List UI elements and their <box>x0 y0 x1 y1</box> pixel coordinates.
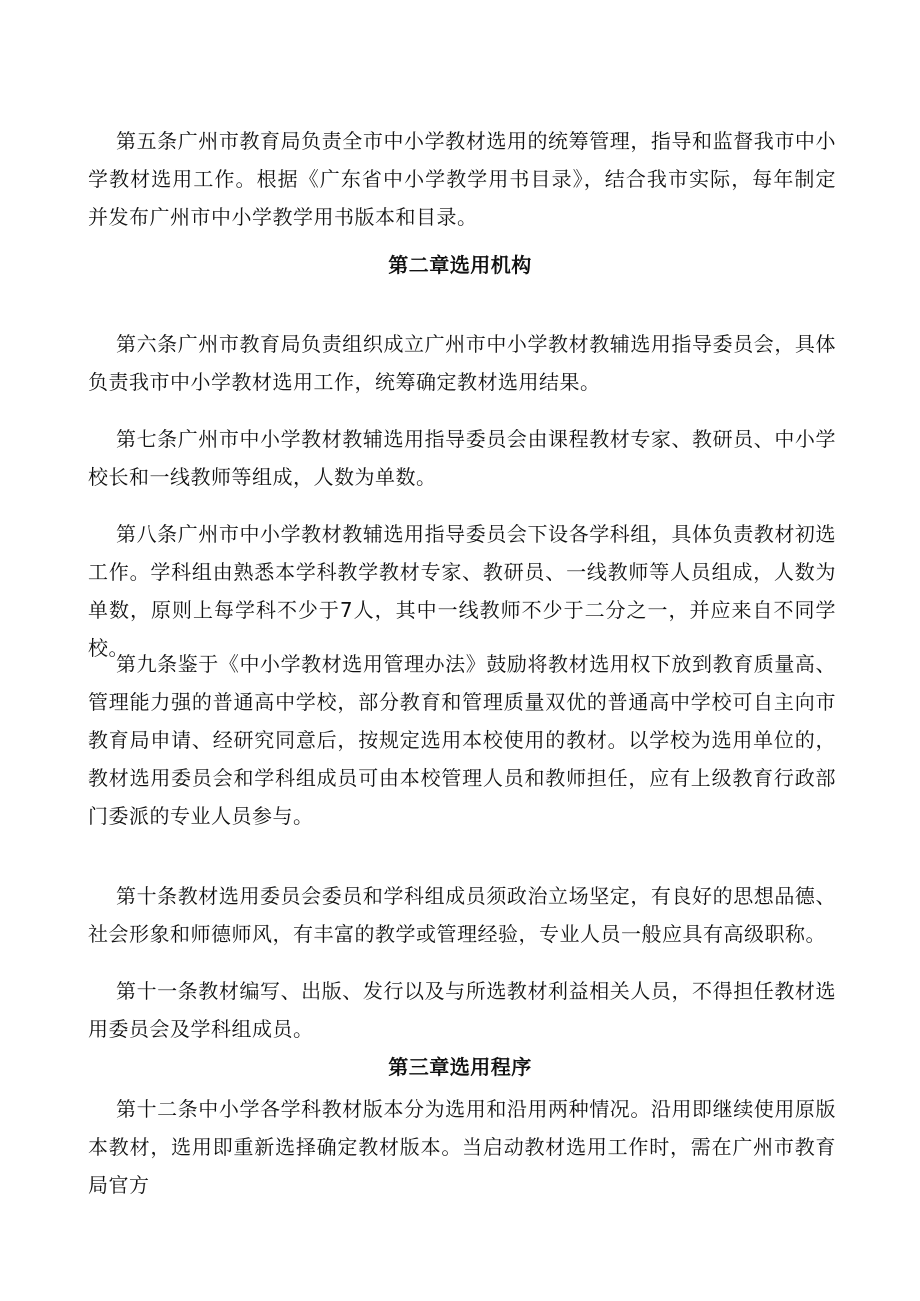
article-7-paragraph: 第七条广州市中小学教材教辅选用指导委员会由课程教材专家、教研员、中小学校长和一线教师等组成，人数为单数。 <box>88 427 836 489</box>
article-10-paragraph: 第十条教材选用委员会委员和学科组成员须政治立场坚定，有良好的思想品德、社会形象和师德师风，有丰富的教学或管理经验，专业人员一般应具有高级职称。 <box>88 884 836 946</box>
article-6-paragraph: 第六条广州市教育局负责组织成立广州市中小学教材教辅选用指导委员会，具体负责我市中小学教材选用工作，统筹确定教材选用结果。 <box>88 332 836 394</box>
article-11-paragraph: 第十一条教材编写、出版、发行以及与所选教材利益相关人员，不得担任教材选用委员会及学科组成员。 <box>88 979 836 1041</box>
article-8-paragraph: 第八条广州市中小学教材教辅选用指导委员会下设各学科组，具体负责教材初选工作。学科组由熟悉本学科教学教材专家、教研员、一线教师等人员组成，人数为单数，原则上每学科不少于7人，其中一线教师不少于二分之一，并应来自不同学校。 <box>88 522 836 660</box>
article-9-paragraph: 第九条鉴于《中小学教材选用管理办法》鼓励将教材选用权下放到教育质量高、管理能力强的普通高中学校，部分教育和管理质量双优的普通高中学校可自主向市教育局申请、经研究同意后，按规定选用本校使用的教材。以学校为选用单位的，教材选用委员会和学科组成员可由本校管理人员和教师担任，应有上级教育行政部门委派的专业人员参与。 <box>88 652 836 828</box>
article-5-paragraph: 第五条广州市教育局负责全市中小学教材选用的统筹管理，指导和监督我市中小学教材选用工作。根据《广东省中小学教学用书目录》，结合我市实际，每年制定并发布广州市中小学教学用书版本和目录。 <box>88 129 836 229</box>
chapter-3-heading: 第三章选用程序 <box>388 1055 532 1079</box>
chapter-2-heading: 第二章选用机构 <box>388 253 532 277</box>
article-12-paragraph: 第十二条中小学各学科教材版本分为选用和沿用两种情况。沿用即继续使用原版本教材，选用即重新选择确定教材版本。当启动教材选用工作时，需在广州市教育局官方 <box>88 1097 836 1197</box>
